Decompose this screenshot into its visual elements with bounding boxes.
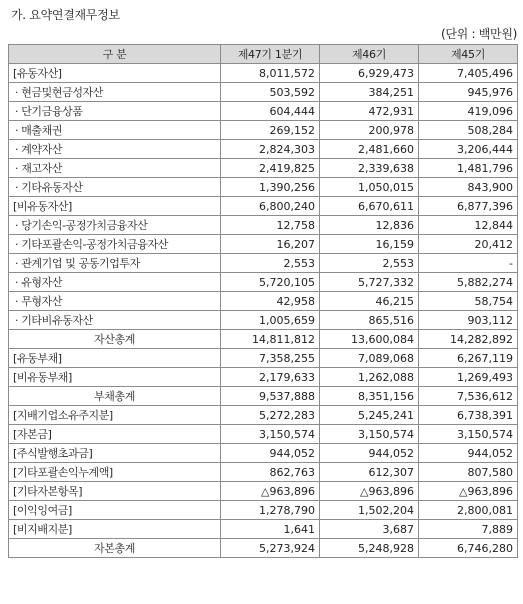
value-cell: 12,758 — [221, 216, 320, 235]
value-cell: 42,958 — [221, 292, 320, 311]
table-row — [9, 292, 518, 311]
value-cell: △963,896 — [320, 482, 419, 501]
section-title: 가. 요약연결재무정보 — [11, 8, 120, 22]
row-label: · 재고자산 — [9, 159, 221, 178]
value-cell: 944,052 — [419, 444, 518, 463]
table-row — [9, 387, 518, 406]
value-cell: 1,502,204 — [320, 501, 419, 520]
row-label: 자산총계 — [9, 330, 221, 349]
value-cell: 862,763 — [221, 463, 320, 482]
value-cell: 865,516 — [320, 311, 419, 330]
value-cell: 612,307 — [320, 463, 419, 482]
row-label: · 유형자산 — [9, 273, 221, 292]
value-cell: 604,444 — [221, 102, 320, 121]
value-cell: 2,339,638 — [320, 159, 419, 178]
value-cell: 384,251 — [320, 83, 419, 102]
value-cell: 6,800,240 — [221, 197, 320, 216]
value-cell: 7,358,255 — [221, 349, 320, 368]
row-label: [비유동부채] — [9, 368, 221, 387]
table-row — [9, 368, 518, 387]
row-label: [기타자본항목] — [9, 482, 221, 501]
table-row — [9, 140, 518, 159]
value-cell: 7,089,068 — [320, 349, 419, 368]
row-label: · 매출채권 — [9, 121, 221, 140]
value-cell: 13,600,084 — [320, 330, 419, 349]
table-row — [9, 520, 518, 539]
value-cell: 1,278,790 — [221, 501, 320, 520]
value-cell: 16,207 — [221, 235, 320, 254]
value-cell: 1,262,088 — [320, 368, 419, 387]
value-cell: 945,976 — [419, 83, 518, 102]
table-row — [9, 311, 518, 330]
value-cell: 6,929,473 — [320, 64, 419, 83]
table-row — [9, 254, 518, 273]
value-cell: 8,011,572 — [221, 64, 320, 83]
row-label: · 기타포괄손익-공정가치금융자산 — [9, 235, 221, 254]
value-cell: 2,553 — [221, 254, 320, 273]
row-label: [비유동자산] — [9, 197, 221, 216]
value-cell: 46,215 — [320, 292, 419, 311]
value-cell: 58,754 — [419, 292, 518, 311]
table-row — [9, 463, 518, 482]
table-row — [9, 482, 518, 501]
row-label: 부채총계 — [9, 387, 221, 406]
row-label: 자본총계 — [9, 539, 221, 558]
value-cell: 2,179,633 — [221, 368, 320, 387]
value-cell: 472,931 — [320, 102, 419, 121]
value-cell: 9,537,888 — [221, 387, 320, 406]
value-cell: 944,052 — [221, 444, 320, 463]
table-header-row — [9, 45, 518, 64]
table-row — [9, 425, 518, 444]
value-cell: 1,481,796 — [419, 159, 518, 178]
row-label: [기타포괄손익누계액] — [9, 463, 221, 482]
value-cell: 6,746,280 — [419, 539, 518, 558]
value-cell: 5,248,928 — [320, 539, 419, 558]
value-cell: 903,112 — [419, 311, 518, 330]
header-category: 구 분 — [9, 45, 221, 64]
value-cell: 3,150,574 — [419, 425, 518, 444]
value-cell: 12,844 — [419, 216, 518, 235]
value-cell: 944,052 — [320, 444, 419, 463]
row-label: [유동부채] — [9, 349, 221, 368]
table-row — [9, 235, 518, 254]
value-cell: 269,152 — [221, 121, 320, 140]
value-cell: 5,245,241 — [320, 406, 419, 425]
value-cell: 2,419,825 — [221, 159, 320, 178]
row-label: [주식발행초과금] — [9, 444, 221, 463]
table-row — [9, 349, 518, 368]
value-cell: 1,005,659 — [221, 311, 320, 330]
value-cell: 2,824,303 — [221, 140, 320, 159]
row-label: [이익잉여금] — [9, 501, 221, 520]
table-row — [9, 406, 518, 425]
table-row — [9, 121, 518, 140]
value-cell: 503,592 — [221, 83, 320, 102]
value-cell: 5,273,924 — [221, 539, 320, 558]
value-cell: 843,900 — [419, 178, 518, 197]
row-label: · 단기금융상품 — [9, 102, 221, 121]
value-cell: 3,150,574 — [221, 425, 320, 444]
value-cell: 807,580 — [419, 463, 518, 482]
table-row — [9, 216, 518, 235]
value-cell: 2,800,081 — [419, 501, 518, 520]
value-cell: 20,412 — [419, 235, 518, 254]
value-cell: 5,727,332 — [320, 273, 419, 292]
row-label: [비지배지분] — [9, 520, 221, 539]
value-cell: 6,670,611 — [320, 197, 419, 216]
value-cell: 3,206,444 — [419, 140, 518, 159]
value-cell: 12,836 — [320, 216, 419, 235]
row-label: [자본금] — [9, 425, 221, 444]
value-cell: 1,390,256 — [221, 178, 320, 197]
header-period-46: 제46기 — [320, 45, 419, 64]
table-row — [9, 501, 518, 520]
value-cell: 7,536,612 — [419, 387, 518, 406]
table-row — [9, 197, 518, 216]
value-cell: 2,481,660 — [320, 140, 419, 159]
row-label: · 기타비유동자산 — [9, 311, 221, 330]
value-cell: 1,050,015 — [320, 178, 419, 197]
row-label: · 현금및현금성자산 — [9, 83, 221, 102]
value-cell: 1,641 — [221, 520, 320, 539]
value-cell: 5,882,274 — [419, 273, 518, 292]
table-row — [9, 178, 518, 197]
value-cell: 7,889 — [419, 520, 518, 539]
value-cell: 6,738,391 — [419, 406, 518, 425]
value-cell: 8,351,156 — [320, 387, 419, 406]
table-row — [9, 330, 518, 349]
value-cell: 7,405,496 — [419, 64, 518, 83]
value-cell: 1,269,493 — [419, 368, 518, 387]
value-cell: 14,811,812 — [221, 330, 320, 349]
table-row — [9, 159, 518, 178]
table-row — [9, 273, 518, 292]
row-label: · 관계기업 및 공동기업투자 — [9, 254, 221, 273]
unit-note: (단위 : 백만원) — [441, 27, 517, 41]
value-cell: 200,978 — [320, 121, 419, 140]
value-cell: 16,159 — [320, 235, 419, 254]
value-cell: 6,267,119 — [419, 349, 518, 368]
value-cell: 5,272,283 — [221, 406, 320, 425]
value-cell: 5,720,105 — [221, 273, 320, 292]
table-row — [9, 64, 518, 83]
row-label: [지배기업소유주지분] — [9, 406, 221, 425]
financial-summary-table — [8, 44, 518, 558]
value-cell: 2,553 — [320, 254, 419, 273]
value-cell: 419,096 — [419, 102, 518, 121]
value-cell: - — [419, 254, 518, 273]
row-label: · 당기손익-공정가치금융자산 — [9, 216, 221, 235]
table-row — [9, 539, 518, 558]
value-cell: 508,284 — [419, 121, 518, 140]
table-row — [9, 444, 518, 463]
value-cell: △963,896 — [221, 482, 320, 501]
row-label: [유동자산] — [9, 64, 221, 83]
value-cell: △963,896 — [419, 482, 518, 501]
value-cell: 14,282,892 — [419, 330, 518, 349]
row-label: · 계약자산 — [9, 140, 221, 159]
row-label: · 기타유동자산 — [9, 178, 221, 197]
table-row — [9, 102, 518, 121]
value-cell: 6,877,396 — [419, 197, 518, 216]
header-period-45: 제45기 — [419, 45, 518, 64]
value-cell: 3,687 — [320, 520, 419, 539]
table-row — [9, 83, 518, 102]
header-period-47q1: 제47기 1분기 — [221, 45, 320, 64]
row-label: · 무형자산 — [9, 292, 221, 311]
value-cell: 3,150,574 — [320, 425, 419, 444]
